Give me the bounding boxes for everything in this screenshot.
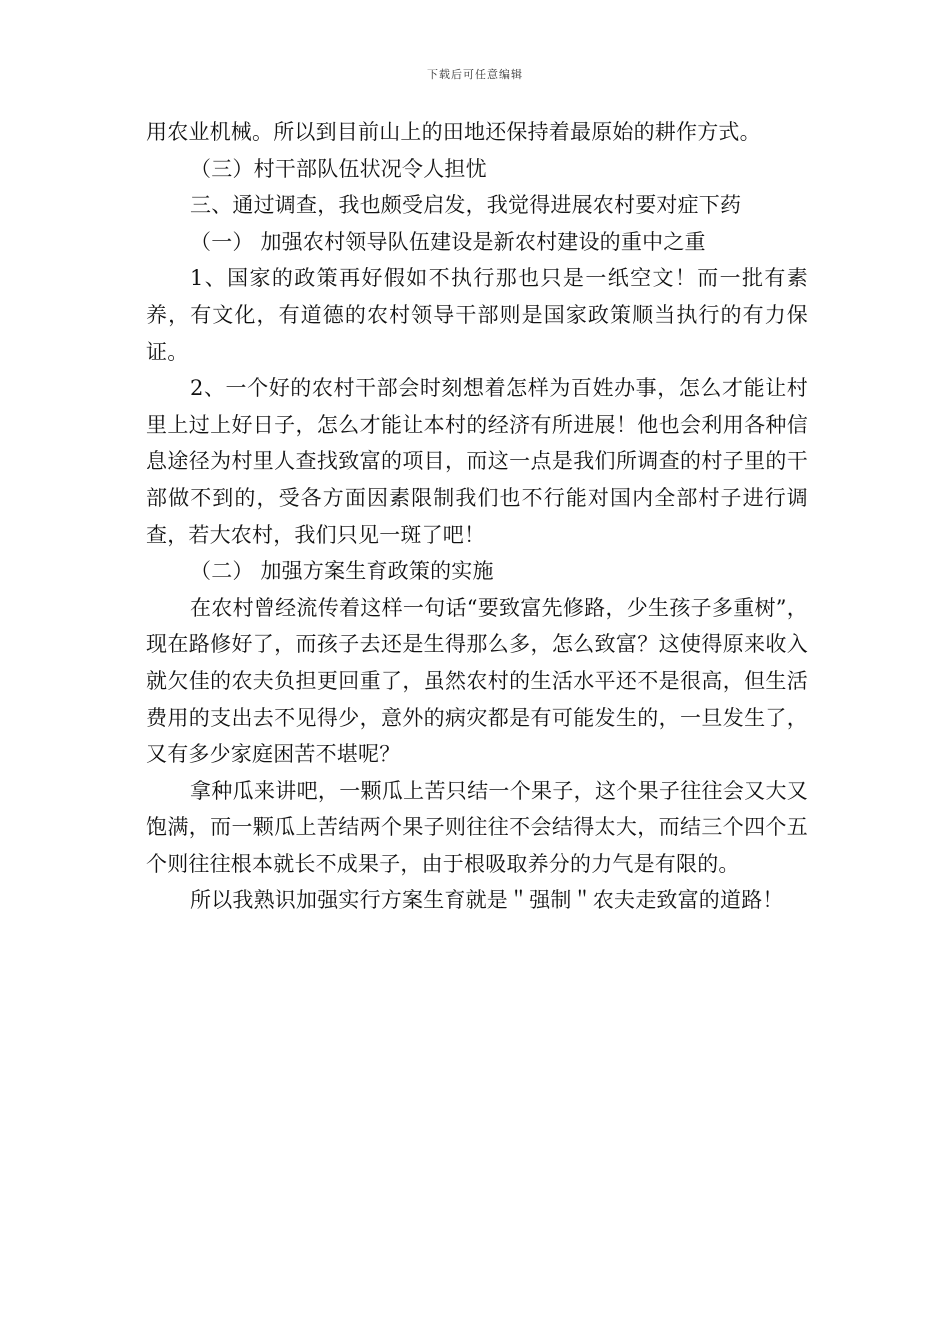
section-heading-three: 三、通过调查，我也颇受启发，我觉得进展农村要对症下药 [190,193,742,218]
subheading-one: （一） 加强农村领导队伍建设是新农村建设的重中之重 [190,229,706,254]
paragraph-point-two: 2、一个好的农村干部会时刻想着怎样为百姓办事，怎么才能让村里上过上好日子，怎么才能让本村的经济有所进展！他也会利用各种信息途径为村里人查找致富的项目，而这一点是我们所调查的村子里的干部做不到的，受各方面因素限制我们也不行能对国内全部村子进行调查，若大农村，我们只见一斑了吧！ [146,376,808,547]
page-header-note: 下载后可任意编辑 [427,68,523,81]
paragraph-conclusion: 所以我熟识加强实行方案生育就是＂强制＂农夫走致富的道路！ [190,888,784,913]
paragraph-point-one: 1、国家的政策再好假如不执行那也只是一纸空文！而一批有素养，有文化，有道德的农村领导干部则是国家政策顺当执行的有力保证。 [146,266,808,364]
document-body [146,114,808,919]
subheading-two: （二） 加强方案生育政策的实施 [190,559,494,584]
subheading-three: （三）村干部队伍状况令人担忧 [190,156,487,181]
paragraph-continuation: 用农业机械。所以到目前山上的田地还保持着最原始的耕作方式。 [146,120,761,144]
paragraph-melon-example: 拿种瓜来讲吧，一颗瓜上苦只结一个果子，这个果子往往会又大又饱满，而一颗瓜上苦结两个果子则往往不会结得太大，而结三个四个五个则往往根本就长不成果子，由于根吸取养分的力气是有限的。 [146,778,808,876]
paragraph-saying: 在农村曾经流传着这样一句话“要致富先修路，少生孩子多重树”，现在路修好了，而孩子去还是生得那么多，怎么致富？这使得原来收入就欠佳的农夫负担更回重了，虽然农村的生活水平还不是很高，但生活费用的支出去不见得少，意外的病灾都是有可能发生的，一旦发生了，又有多少家庭困苦不堪呢？ [146,595,808,767]
